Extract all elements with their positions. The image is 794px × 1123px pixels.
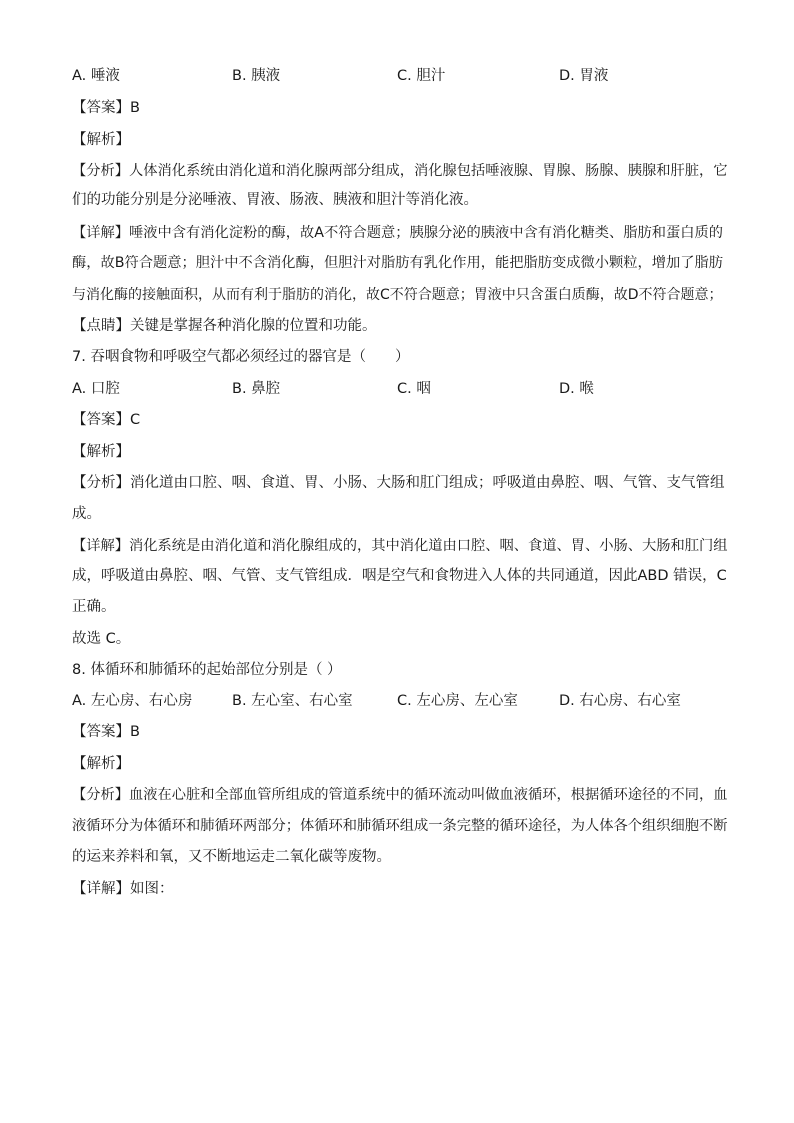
q6-xiangjie-line: 酶，故B符合题意；胆汁中不含消化酶，但胆汁对脂肪有乳化作用，能把脂肪变成微小颗粒，增加了脂肪 bbox=[72, 255, 724, 271]
q7-answer: 【答案】C bbox=[72, 412, 141, 428]
q7-conclusion: 故选 C。 bbox=[72, 631, 131, 647]
q8-option-b: B. 左心室、右心室 bbox=[232, 693, 353, 709]
q8-options bbox=[72, 691, 732, 711]
q8-analysis-label: 【解析】 bbox=[72, 756, 130, 772]
q6-option-a: A. 唾液 bbox=[72, 68, 120, 84]
q8-fenxi-line: 【分析】血液在心脏和全部血管所组成的管道系统中的循环流动叫做血液循环，根据循环途径的不同，血 bbox=[72, 787, 728, 803]
q7-fenxi-line: 【分析】消化道由口腔、咽、食道、胃、小肠、大肠和肛门组成；呼吸道由鼻腔、咽、气管、支气管组 bbox=[72, 475, 725, 491]
q6-option-d: D. 胃液 bbox=[559, 68, 609, 84]
q7-analysis-label: 【解析】 bbox=[72, 444, 130, 460]
q6-dianjing: 【点睛】关键是掌握各种消化腺的位置和功能。 bbox=[72, 318, 377, 334]
q8-option-a: A. 左心房、右心房 bbox=[72, 693, 193, 709]
q7-xiangjie-line: 正确。 bbox=[72, 599, 116, 615]
q7-option-c: C. 咽 bbox=[397, 381, 431, 397]
q7-question: 7. 吞咽食物和呼吸空气都必须经过的器官是（ ） bbox=[72, 349, 410, 365]
q6-xiangjie-line: 与消化酶的接触面积，从而有利于脂肪的消化，故C不符合题意；胃液中只含蛋白质酶，故D不符合题意； bbox=[72, 287, 723, 303]
q8-answer: 【答案】B bbox=[72, 724, 140, 740]
q6-analysis-label: 【解析】 bbox=[72, 132, 130, 148]
q7-fenxi-line: 成。 bbox=[72, 506, 101, 522]
q7-options bbox=[72, 379, 732, 399]
q6-option-c: C. 胆汁 bbox=[397, 68, 446, 84]
q6-xiangjie-line: 【详解】唾液中含有消化淀粉的酶，故A不符合题意；胰腺分泌的胰液中含有消化糖类、脂肪和蛋白质的 bbox=[72, 225, 724, 241]
q6-answer: 【答案】B bbox=[72, 100, 140, 116]
q6-options bbox=[72, 66, 732, 86]
q6-fenxi-line: 【分析】人体消化系统由消化道和消化腺两部分组成，消化腺包括唾液腺、胃腺、肠腺、胰腺和肝脏，它 bbox=[72, 163, 728, 179]
q8-question: 8. 体循环和肺循环的起始部位分别是（ ） bbox=[72, 662, 342, 678]
q7-option-d: D. 喉 bbox=[559, 381, 594, 397]
q8-option-c: C. 左心房、左心室 bbox=[397, 693, 518, 709]
q7-xiangjie-line: 【详解】消化系统是由消化道和消化腺组成的，其中消化道由口腔、咽、食道、胃、小肠、大肠和肛门组 bbox=[72, 538, 728, 554]
q7-option-a: A. 口腔 bbox=[72, 381, 120, 397]
q6-option-b: B. 胰液 bbox=[232, 68, 281, 84]
q7-option-b: B. 鼻腔 bbox=[232, 381, 281, 397]
q7-xiangjie-line: 成，呼吸道由鼻腔、咽、气管、支气管组成．咽是空气和食物进入人体的共同通道，因此ABD 错误，C bbox=[72, 568, 727, 584]
q6-fenxi-line: 们的功能分别是分泌唾液、胃液、肠液、胰液和胆汁等消化液。 bbox=[72, 192, 478, 208]
q8-option-d: D. 右心房、右心室 bbox=[559, 693, 681, 709]
q8-fenxi-line: 的运来养料和氧，又不断地运走二氧化碳等废物。 bbox=[72, 849, 391, 865]
q8-xiangjie-start: 【详解】如图： bbox=[72, 881, 174, 897]
q8-fenxi-line: 液循环分为体循环和肺循环两部分；体循环和肺循环组成一条完整的循环途径，为人体各个组织细胞不断 bbox=[72, 818, 728, 834]
